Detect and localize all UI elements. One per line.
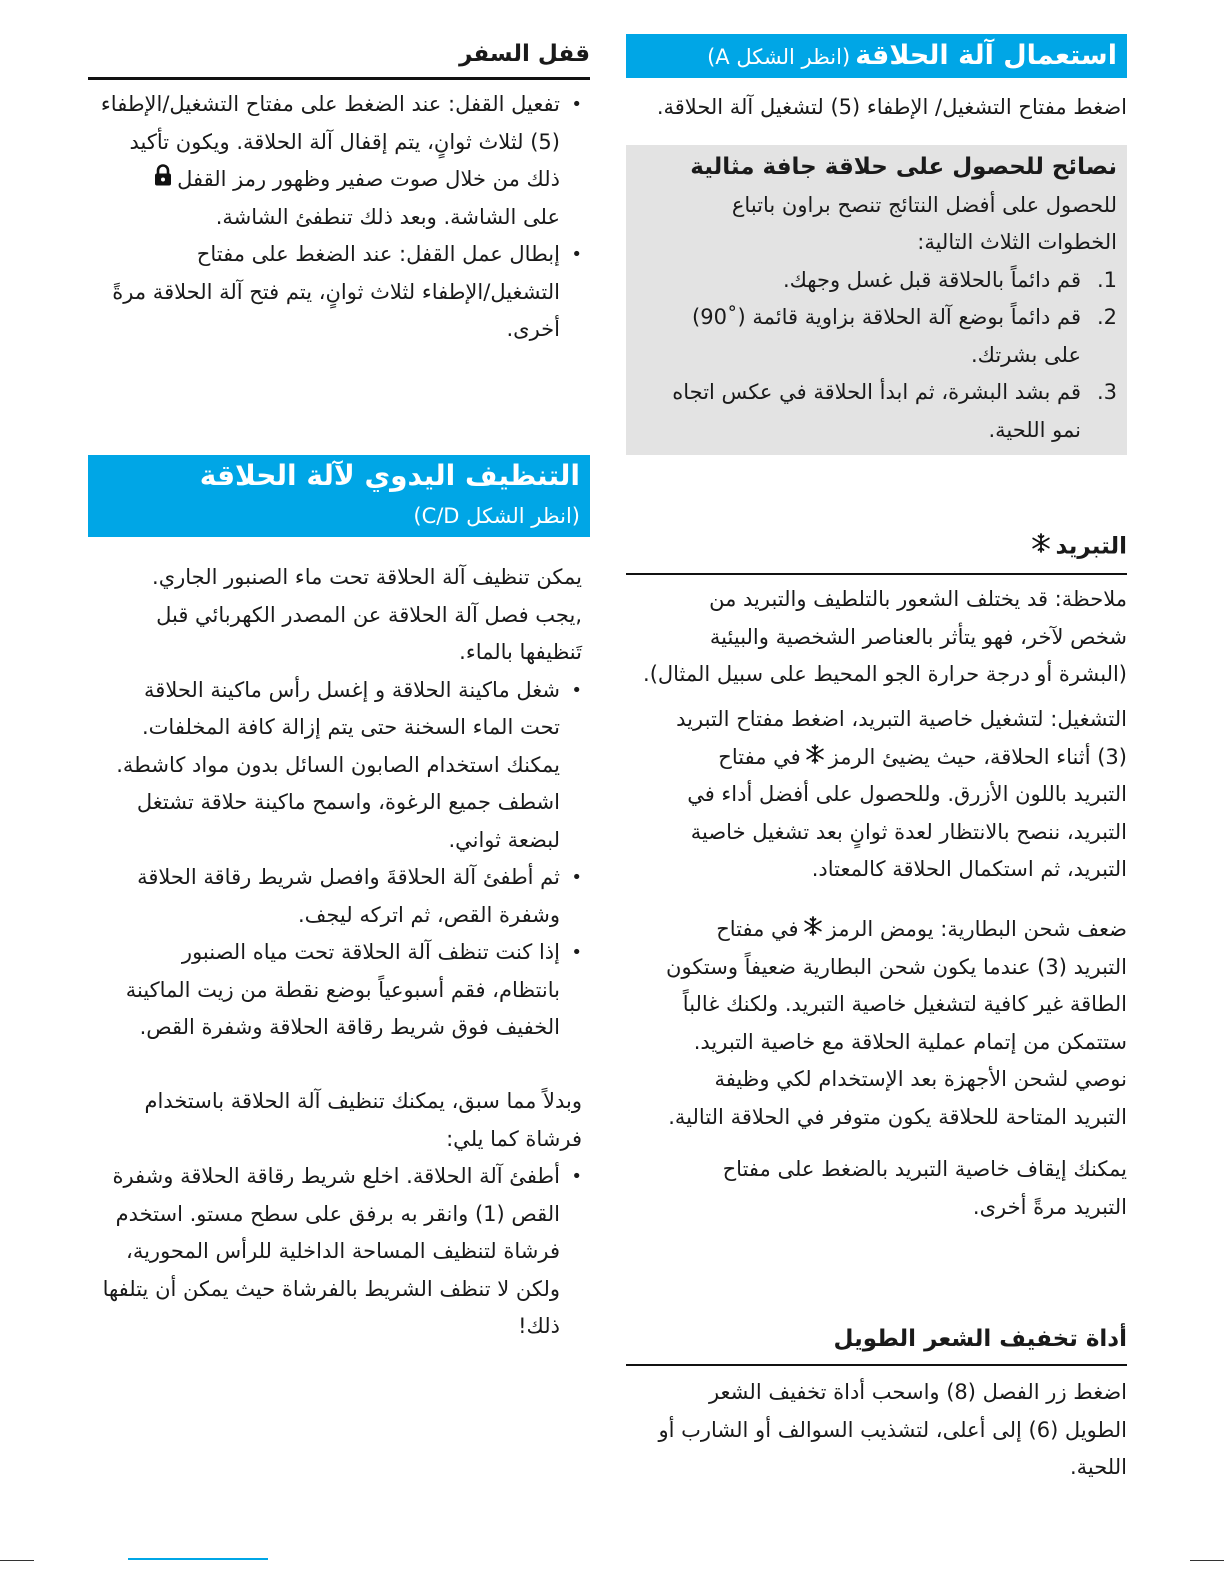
line-text: (3) أثناء الحلاقة، حيث يضيئ الرمز <box>828 744 1127 769</box>
crop-mark <box>1190 1560 1224 1561</box>
line-text: تَنظيفها بالماء. <box>459 640 582 664</box>
bullet-icon: • <box>571 94 582 115</box>
bullet-icon: • <box>571 1166 582 1187</box>
usage-intro <box>626 89 1127 127</box>
usage-title-bar <box>626 34 1127 78</box>
cleaning-title-bar <box>88 455 590 537</box>
line-text: الخطوات الثلاث التالية: <box>917 230 1117 254</box>
text-line <box>88 634 582 672</box>
line-text: في مفتاح <box>716 917 799 941</box>
line-text: يمكنك استخدام الصابون السائل بدون مواد كاشطة. <box>116 752 560 777</box>
page-accent-line <box>128 1558 268 1560</box>
line-text: القص (1) وانقر به برفق على سطح مستو. استخدم <box>115 1201 560 1226</box>
text-line <box>88 597 582 635</box>
text-line <box>626 89 1127 127</box>
line-text: التبريد (3) عندما يكون شحن البطارية ضعيفاً وستكون <box>666 954 1127 979</box>
section-heading <box>626 528 1127 566</box>
cooling-battery <box>626 911 1127 1136</box>
line-text: قم دائماً بالحلاقة قبل غسل وجهك. <box>782 267 1081 292</box>
text-line <box>88 274 582 312</box>
line-text: التشغيل/الإطفاء لثلاث ثوانٍ، يتم فتح آلة الحلاقة مرةً <box>112 279 560 304</box>
line-text: قم دائماً بوضع آلة الحلاقة بزاوية قائمة (˚90) <box>692 305 1081 329</box>
text-line <box>88 1083 582 1121</box>
text-line <box>626 1151 1127 1189</box>
text-line <box>88 1233 582 1271</box>
snowflake-icon <box>803 911 823 949</box>
line-text: (5) لثلاث ثوانٍ، يتم إقفال آلة الحلاقة. ويكون تأكيد <box>129 129 560 154</box>
text-line <box>88 1196 582 1234</box>
text-line <box>88 1009 582 1047</box>
line-text: على بشرتك. <box>970 342 1081 367</box>
text-line <box>88 311 582 349</box>
text-line <box>626 1024 1127 1062</box>
line-text: نوصي لشحن الأجهزة بعد الإستخدام لكي وظيفة <box>714 1067 1127 1091</box>
trimmer-divider <box>626 1364 1127 1366</box>
tips-list <box>636 149 1117 449</box>
cleaning-brush-text <box>88 1083 582 1346</box>
bullet-item <box>88 934 582 972</box>
text-line <box>88 822 582 860</box>
line-text: التبريد، ننصح بالانتظار لعدة ثوانٍ بعد تشغيل خاصية <box>690 819 1127 844</box>
text-line <box>88 1308 582 1346</box>
text-line <box>88 747 582 785</box>
cooling-operation <box>626 701 1127 889</box>
text-line <box>88 161 582 199</box>
crop-mark <box>0 1560 34 1561</box>
cooling-heading <box>626 528 1127 566</box>
bullet-item <box>88 672 582 710</box>
line-text: على الشاشة. وبعد ذلك تنطفئ الشاشة. <box>215 204 560 229</box>
bullet-icon: • <box>571 942 582 963</box>
text-line <box>626 701 1127 739</box>
bullet-icon: • <box>571 244 582 265</box>
item-number: 3. <box>1096 380 1117 404</box>
numbered-item <box>636 374 1117 412</box>
usage-title: استعمال آلة الحلاقة <box>855 40 1117 71</box>
line-text: التشغيل: لتشغيل خاصية التبريد، اضغط مفتاح التبريد <box>676 707 1127 731</box>
line-text: وبدلاً مما سبق، يمكنك تنظيف آلة الحلاقة باستخدام <box>144 1089 582 1113</box>
line-text: ولكن لا تنظف الشريط بالفرشاة حيث يمكن أن يتلفها <box>102 1276 560 1301</box>
text-line <box>636 412 1117 450</box>
text-line <box>626 911 1127 949</box>
cleaning-water-text <box>88 559 582 1047</box>
line-text: قفل السفر <box>459 41 590 67</box>
text-line <box>88 124 582 162</box>
line-text: إبطال عمل القفل: عند الضغط على مفتاح <box>196 242 560 266</box>
line-text: ضعف شحن البطارية: يومض الرمز <box>826 917 1127 941</box>
text-line <box>626 1412 1127 1450</box>
line-text: يمكنك إيقاف خاصية التبريد بالضغط على مفتاح <box>722 1157 1127 1181</box>
line-text: إذا كنت تنظف آلة الحلاقة تحت مياه الصنبور <box>181 940 560 964</box>
text-line <box>88 897 582 935</box>
cooling-divider <box>626 573 1127 575</box>
line-text: ستتمكن من إتمام عملية الحلاقة مع خاصية التبريد. <box>693 1029 1127 1054</box>
text-line <box>626 619 1127 657</box>
bullet-item <box>88 859 582 897</box>
line-text: اللحية. <box>1069 1455 1127 1479</box>
line-text: تفعيل القفل: عند الضغط على مفتاح التشغيل/الإطفاء <box>100 92 560 116</box>
line-text: ذلك! <box>518 1314 560 1338</box>
line-text: الطويل (6) إلى أعلى، لتشذيب السوالف أو الشارب أو <box>658 1417 1127 1442</box>
bullet-item <box>88 236 582 274</box>
line-text: اضغط مفتاح التشغيل/ الإطفاء (5) لتشغيل آلة الحلاقة. <box>656 95 1127 119</box>
text-line <box>88 784 582 822</box>
line-text: الخفيف فوق شريط رقاقة الحلاقة وشفرة القص. <box>139 1015 560 1039</box>
line-text: لبضعة ثواني. <box>448 827 560 852</box>
line-text: للحصول على أفضل النتائج تنصح براون باتباع <box>731 192 1117 217</box>
line-text: أخرى. <box>506 317 560 341</box>
text-line <box>626 656 1127 694</box>
text-line <box>626 851 1127 889</box>
line-text: اشطف جميع الرغوة، واسمح ماكينة حلاقة تشتغل <box>136 790 560 814</box>
line-text: فرشاة لتنظيف المساحة الداخلية للرأس المحورية، <box>126 1239 560 1263</box>
line-text: ,يجب فصل آلة الحلاقة عن المصدر الكهربائي قبل <box>156 602 582 627</box>
section-heading <box>88 36 590 74</box>
line-text: التبريد باللون الأزرق. وللحصول على أفضل أداء في <box>687 782 1127 806</box>
text-line <box>626 739 1127 777</box>
line-text: التبريد <box>1055 533 1127 560</box>
text-line <box>626 814 1127 852</box>
item-number: 2. <box>1096 305 1117 329</box>
trimmer-text <box>626 1374 1127 1487</box>
text-line <box>636 187 1117 225</box>
lock-icon <box>153 161 173 199</box>
line-text: يمكن تنظيف آلة الحلاقة تحت ماء الصنبور الجاري. <box>152 565 582 589</box>
bullet-item <box>88 86 582 124</box>
line-text: التبريد، ثم استكمال الحلاقة كالمعتاد. <box>811 857 1127 881</box>
text-line <box>88 1121 582 1159</box>
line-text: ثم أطفئ آلة الحلاقةَ وافصل شريط رقاقة الحلاقة <box>137 865 560 889</box>
text-line <box>636 224 1117 262</box>
line-text: ملاحظة: قد يختلف الشعور بالتلطيف والتبريد من <box>709 587 1127 611</box>
travel-lock-heading <box>88 36 590 74</box>
line-text: الطاقة غير كافية لتشغيل خاصية التبريد. ولكنك غالباً <box>682 992 1127 1016</box>
text-line <box>626 1449 1127 1487</box>
cooling-stop <box>626 1151 1127 1226</box>
text-line <box>88 972 582 1010</box>
line-text: نمو اللحية. <box>988 417 1081 442</box>
bullet-icon: • <box>571 867 582 888</box>
line-text: التبريد المتاحة للحلاقة يكون متوفر في الحلاقة التالية. <box>668 1104 1127 1129</box>
text-line <box>88 709 582 747</box>
section-heading <box>626 1321 1127 1359</box>
snowflake-icon <box>1031 528 1051 566</box>
bullet-item <box>88 1158 582 1196</box>
travel-lock-divider <box>88 77 590 80</box>
line-text: شغل ماكينة الحلاقة و إغسل رأس ماكينة الحلاقة <box>144 677 560 702</box>
text-line <box>626 1374 1127 1412</box>
line-text: التبريد مرةً أخرى. <box>972 1194 1127 1219</box>
text-line <box>626 1099 1127 1137</box>
text-line <box>88 1271 582 1309</box>
text-line <box>626 581 1127 619</box>
line-text: فرشاة كما يلي: <box>446 1126 582 1151</box>
cooling-note <box>626 581 1127 694</box>
text-line <box>626 1189 1127 1227</box>
text-line <box>88 559 582 597</box>
line-text: في مفتاح <box>718 744 801 769</box>
line-text: (البشرة أو درجة حرارة الجو المحيط على سبيل المثال). <box>643 662 1127 686</box>
line-text: بانتظام، فقم أسبوعياً بوضع نقطة من زيت الماكينة <box>125 977 560 1002</box>
item-number: 1. <box>1096 267 1117 292</box>
line-text: اضغط زر الفصل (8) واسحب أداة تخفيف الشعر <box>708 1380 1127 1404</box>
line-text: ذلك من خلال صوت صفير وظهور رمز القفل <box>177 167 560 191</box>
line-text: أطفئ آلة الحلاقة. اخلع شريط رقاقة الحلاقة وشفرة <box>112 1164 560 1188</box>
text-line <box>626 1061 1127 1099</box>
numbered-item <box>636 262 1117 300</box>
line-text: أداة تخفيف الشعر الطويل <box>833 1326 1127 1352</box>
trimmer-heading <box>626 1321 1127 1359</box>
travel-lock-text <box>88 86 582 349</box>
usage-subtitle: (انظر الشكل A) <box>707 45 851 69</box>
text-line <box>626 986 1127 1024</box>
cleaning-subtitle: (انظر الشكل C/D) <box>413 504 580 528</box>
line-text: وشفرة القص، ثم اتركه ليجف. <box>297 902 560 927</box>
line-text: نصائح للحصول على حلاقة جافة مثالية <box>690 154 1117 180</box>
numbered-item <box>636 299 1117 337</box>
bullet-icon: • <box>571 679 582 701</box>
cleaning-title: التنظيف اليدوي لآلة الحلاقة <box>199 459 580 492</box>
line-text: قم بشد البشرة، ثم ابدأ الحلاقة في عكس اتجاه <box>672 380 1081 404</box>
text-line <box>626 949 1127 987</box>
text-line <box>636 337 1117 375</box>
snowflake-icon <box>805 739 825 777</box>
section-heading <box>636 149 1117 187</box>
line-text: شخص لآخر، فهو يتأثر بالعناصر الشخصية والبيئية <box>709 624 1127 649</box>
text-line <box>626 776 1127 814</box>
text-line <box>88 199 582 237</box>
line-text: تحت الماء السخنة حتى يتم إزالة كافة المخلفات. <box>141 715 560 739</box>
